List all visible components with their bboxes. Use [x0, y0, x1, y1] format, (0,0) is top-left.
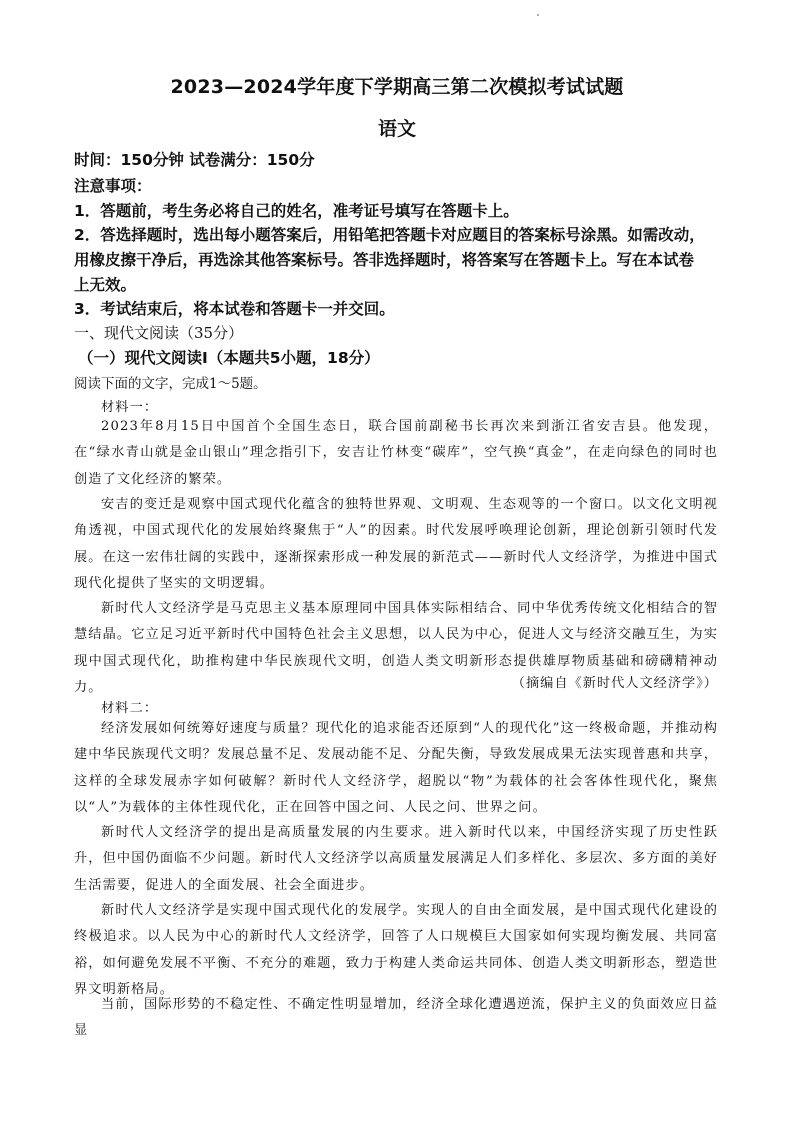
subsection-heading: （一）现代文阅读Ⅰ（本题共5小题，18分） — [78, 349, 380, 367]
notice-heading: 注意事项： — [74, 177, 152, 195]
scan-dot — [537, 14, 539, 16]
notice-item-2-line-1: 2．答选择题时，选出每小题答案后，用铅笔把答题卡对应题目的答案标号涂黑。如需改动， — [74, 226, 705, 244]
material-1-paragraph-3: 新时代人文经济学是马克思主义基本原理同中国具体实际相结合、同中华优秀传统文化相结合的智慧结晶。它立足习近平新时代中国特色社会主义思想，以人民为中心，促进人文与经济交融互生，为实现中国式现代化，助推构建中华民族现代文明，创造人类文明新形态提供雄厚物质基础和磅礴精神动力。 — [74, 601, 718, 695]
subject-title: 语文 — [377, 118, 416, 140]
material-2-paragraph-3: 新时代人文经济学是实现中国式现代化的发展学。实现人的自由全面发展，是中国式现代化建设的终极追求。以人民为中心的新时代人文经济学，回答了人口规模巨大国家如何实现均衡发展、共同富裕，如何避免发展不平衡、不充分的难题，致力于构建人类命运共同体、创造人类文明新形态，塑造世界文明新格局。 — [74, 903, 718, 997]
reading-instruction: 阅读下面的文字，完成1～5题。 — [74, 376, 267, 392]
material-2-paragraph-2: 新时代人文经济学的提出是高质量发展的内生要求。进入新时代以来，中国经济实现了历史性跃升，但中国仍面临不少问题。新时代人文经济学以高质量发展满足人们多样化、多层次、多方面的美好生活需要，促进人的全面发展、社会全面进步。 — [74, 825, 718, 893]
material-1-label: 材料一： — [101, 400, 159, 415]
material-1-paragraph-1: 2023年8月15日中国首个全国生态日，联合国前副秘书长再次来到浙江省安吉县。他发现，在“绿水青山就是金山银山”理念指引下，安吉让竹林变“碳库”，空气换“真金”，在走向绿色的同时也创造了文化经济的繁荣。 — [74, 419, 718, 487]
material-2-paragraph-1: 经济发展如何统筹好速度与质量？现代化的追求能否还原到“人的现代化”这一终极命题，并推动构建中华民族现代文明？发展总量不足、发展动能不足、分配失衡，导致发展成果无法实现普惠和共享，这样的全球发展赤字如何破解？新时代人文经济学，超脱以“物”为载体的社会客体性现代化，聚焦以“人”为载体的主体性现代化，正在回答中国之问、人民之问、世界之问。 — [74, 721, 718, 815]
time-score-line: 时间：150分钟 试卷满分：150分 — [74, 151, 315, 169]
material-1-paragraph-2: 安吉的变迁是观察中国式现代化蕴含的独特世界观、文明观、生态观等的一个窗口。以文化文明视角透视，中国式现代化的发展始终聚焦于“人”的因素。时代发展呼唤理论创新，理论创新引领时代发展。在这一宏伟壮阔的实践中，逐渐探索形成一种发展的新范式——新时代人文经济学，为推进中国式现代化提供了坚实的文明逻辑。 — [74, 497, 718, 591]
notice-item-2-line-2: 用橡皮擦干净后，再选涂其他答案标号。答非选择题时，将答案写在答题卡上。写在本试卷 — [74, 251, 695, 269]
material-2-label: 材料二： — [101, 701, 159, 716]
exam-title: 2023—2024学年度下学期高三第二次模拟考试试题 — [170, 76, 624, 98]
notice-item-3: 3．考试结束后，将本试卷和答题卡一并交回。 — [74, 300, 395, 318]
material-2-paragraph-4: 当前，国际形势的不稳定性、不确定性明显增加，经济全球化遭遇逆流，保护主义的负面效应日益显 — [74, 997, 718, 1039]
section-heading: 一、现代文阅读（35分） — [74, 324, 244, 342]
notice-item-2-line-3: 上无效。 — [74, 276, 137, 294]
notice-item-1: 1．答题前，考生务必将自己的姓名，准考证号填写在答题卡上。 — [74, 202, 519, 220]
material-1-source: （摘编自《新时代人文经济学》） — [511, 676, 718, 691]
